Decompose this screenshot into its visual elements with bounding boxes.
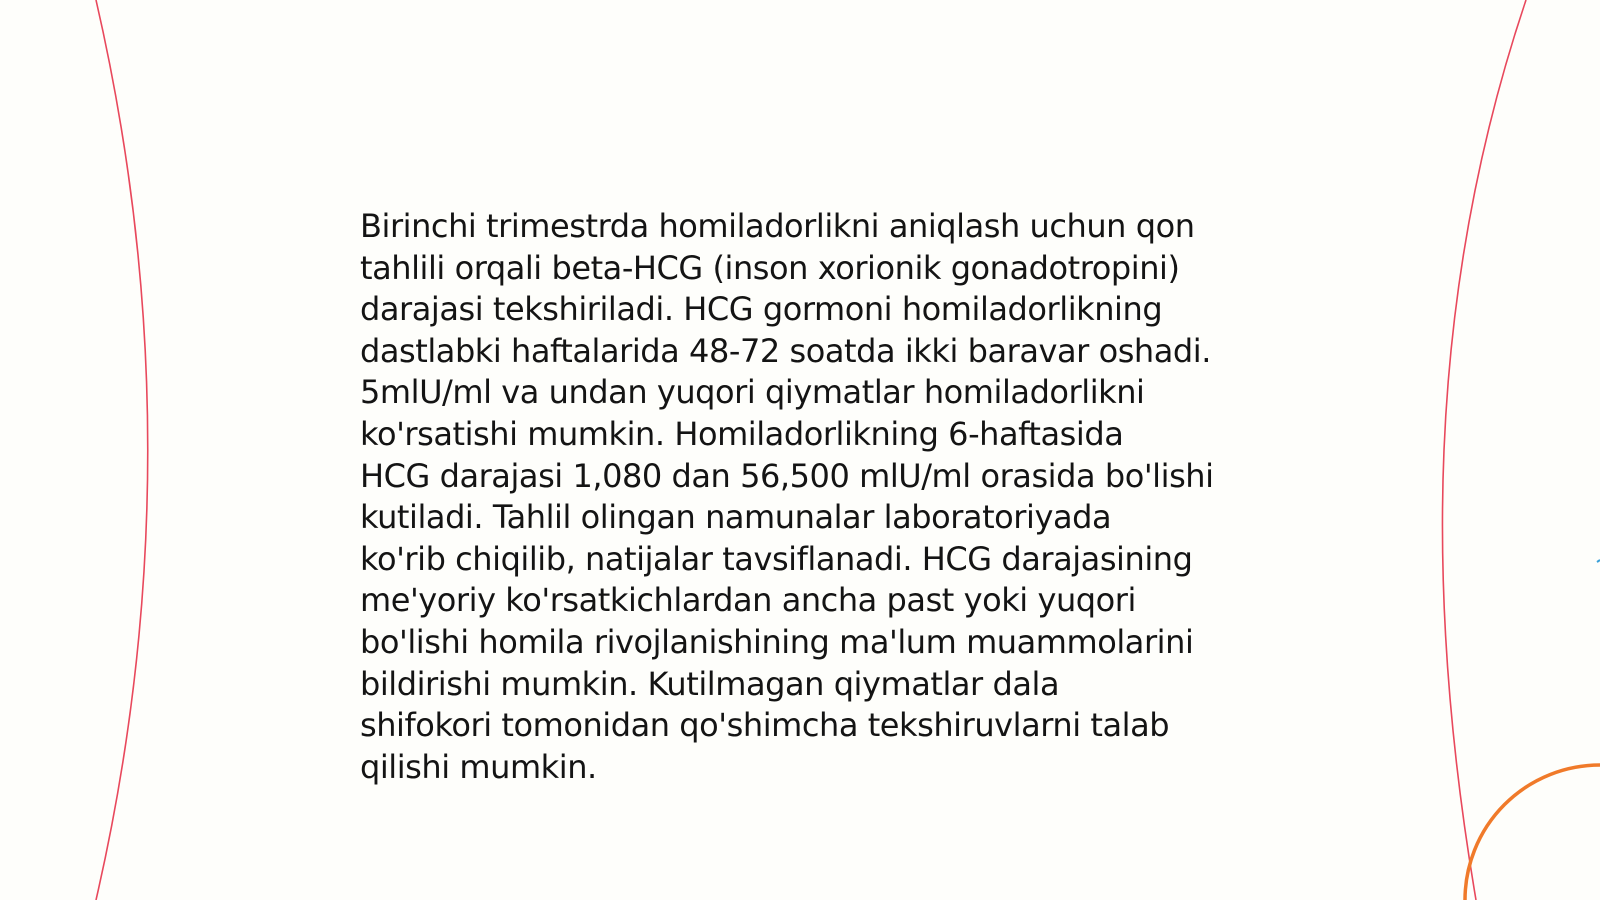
left-curve-line [96,0,148,900]
corner-orange-arc [1465,765,1600,900]
body-text: Birinchi trimestrda homiladorlikni aniqlash uchun qon tahlili orqali beta-HCG (inson xorionik gonadotropini) darajasi tekshiriladi. HCG gormoni homiladorlikning dastlabki haftalarida 48-72 soatda ikki baravar oshadi. 5mlU/ml va undan yuqori qiymatlar homiladorlikni ko'rsatishi mumkin. Homiladorlikning 6-haftasida HCG darajasi 1,080 dan 56,500 mlU/ml orasida bo'lishi kutiladi. Tahlil olingan namunalar laboratoriyada ko'rib chiqilib, natijalar tavsiflanadi. HCG darajasining me'yoriy ko'rsatkichlardan ancha past yoki yuqori bo'lishi homila rivojlanishining ma'lum muammolarini bildirishi mumkin. Kutilmagan qiymatlar dala shifokori tomonidan qo'shimcha tekshiruvlarni talab qilishi mumkin. [360,207,1214,786]
right-curve-line [1442,0,1526,900]
